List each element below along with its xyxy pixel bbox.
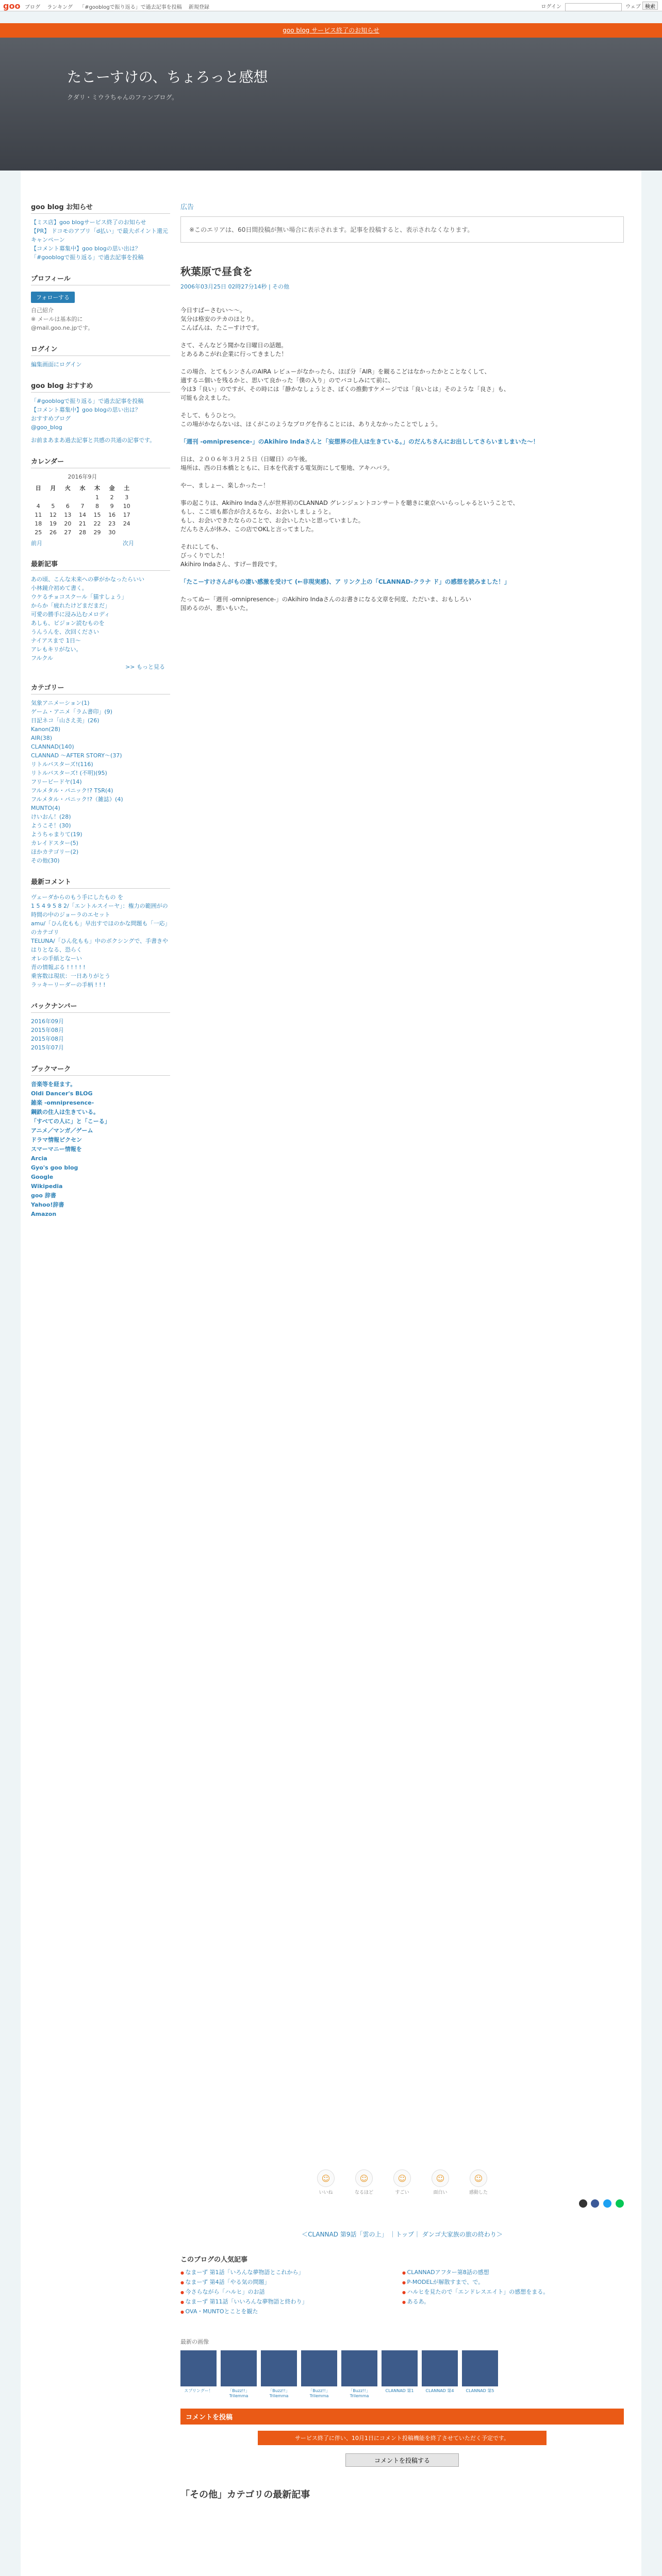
share-buttons	[180, 2199, 624, 2209]
goo-news-item[interactable]: 「#gooblogで振り返る」で過去記事を投稿	[31, 254, 144, 261]
bookmark-item[interactable]: Gyo's goo blog	[31, 1164, 78, 1171]
x-share-icon[interactable]	[579, 2199, 587, 2208]
popular-post-item[interactable]: ● ハルヒを見たので「エンドレスエイト」の感想をまる。	[402, 2287, 624, 2297]
recent-post-item[interactable]: アレもキリがない。	[31, 646, 82, 653]
reaction-icon: ☺	[355, 2170, 373, 2187]
calendar-day: 13	[64, 512, 72, 518]
bookmark-item[interactable]: Amazon	[31, 1211, 57, 1217]
post-paragraph: 「週刊 -omnipresence-」のAkihiro Indaさんと「妄想界の住人は生きている。」のだんちさんにお出ししてさらいましまいた～！	[180, 438, 539, 445]
facebook-share-icon[interactable]	[591, 2199, 599, 2208]
calendar-prev-link[interactable]: 前月	[31, 540, 42, 547]
popular-post-item[interactable]: ● なまーず 第4話「やる気の問題」	[180, 2278, 402, 2287]
thumbnail-caption: 「Buzz!!」Trilemma	[308, 2388, 330, 2398]
bookmark-item[interactable]: Google	[31, 1174, 54, 1180]
recommend-heading: goo blog おすすめ	[31, 380, 170, 393]
reaction-area	[180, 2170, 624, 2501]
recent-posts-section	[31, 558, 170, 671]
reaction-button[interactable]	[466, 2170, 491, 2195]
backnumber-item[interactable]: 2015年08月	[31, 1036, 64, 1042]
calendar-day: 27	[64, 529, 72, 536]
latest-images-heading: 最新の画像	[180, 2338, 209, 2345]
latest-images-list	[180, 2350, 624, 2398]
bookmark-item[interactable]: Yahoo!辞書	[31, 1201, 64, 1208]
category-item[interactable]: Kanon(28)	[31, 726, 61, 733]
bookmark-section	[31, 1063, 170, 1219]
recent-comment-item[interactable]: ヴェーダからのもう手にしたもの を	[31, 894, 124, 901]
popular-post-item[interactable]: ● P-MODELが解散すまで、で。	[402, 2278, 624, 2287]
popular-post-item[interactable]: ● なまーず 第1話「いろんな夢物語とこれから」	[180, 2268, 402, 2278]
bookmark-list	[31, 1080, 170, 1219]
content-wrapper	[21, 171, 641, 2576]
profile-line: ※ メールは基本的に	[31, 316, 83, 323]
popular-post-item[interactable]: ● OVA・MUNTOとことを観た	[180, 2307, 402, 2317]
calendar-day: 19	[49, 520, 57, 527]
calendar-day: 25	[35, 529, 42, 536]
calendar-day: 21	[78, 520, 86, 527]
recent-comment-item[interactable]: オレの手紙となーい	[31, 955, 82, 962]
recent-post-item[interactable]: あしも、ビジョン読むものを	[31, 620, 105, 626]
popular-post-item[interactable]: ● あるあ。	[402, 2297, 624, 2307]
calendar-day: 2	[110, 494, 114, 501]
reaction-label: すごい	[395, 2190, 409, 2195]
top-link[interactable]: トップ	[395, 2231, 414, 2238]
bookmark-item[interactable]: アニメ／マンガ／ゲーム	[31, 1127, 93, 1134]
reaction-label: いいね	[319, 2190, 333, 2195]
category-section	[31, 682, 170, 865]
post-paragraph: それにしても、 びっくりでした！ Akihiro Indaさん、すげー普段です。	[180, 543, 281, 568]
bookmark-item[interactable]: Oldi Dancer's BLOG	[31, 1090, 93, 1097]
category-item[interactable]: その他(30)	[31, 857, 60, 864]
reaction-icon: ☺	[470, 2170, 487, 2187]
nav-gooblog-campaign[interactable]: 「#gooblogで振り返る」で過去記事を投稿	[79, 5, 182, 10]
backnumber-item[interactable]: 2015年08月	[31, 1027, 64, 1033]
post-paragraph: そして、もうひとつ。 この場がかならないは、ほくがこのようなブログを作ることには、ありえなかったことでしょう。	[180, 412, 441, 428]
calendar-weekday: 月	[50, 485, 56, 492]
category-item[interactable]: CLANNAD(140)	[31, 743, 74, 750]
backnumber-heading: バックナンバー	[31, 1001, 170, 1013]
goo-news-item[interactable]: 【コメント募集中】goo blogの思い出は？	[31, 245, 141, 252]
main-content	[180, 201, 624, 621]
calendar-day: 16	[108, 512, 116, 518]
calendar-day: 28	[78, 529, 86, 536]
recent-post-item[interactable]: 可愛の勝手に浸み込むメロディ	[31, 611, 110, 618]
calendar-day: 17	[123, 512, 130, 518]
recommend-item[interactable]: 「#gooblogで振り返る」で過去記事を投稿	[31, 398, 144, 404]
thumbnail-image	[180, 2350, 217, 2386]
popular-post-item[interactable]: ● 今さらながら「ハルヒ」のお話	[180, 2287, 402, 2297]
calendar-day: 3	[125, 494, 129, 501]
recent-post-item[interactable]: あの頃、こんな未来への夢がかなったらいい	[31, 576, 144, 583]
bookmark-heading: ブックマーク	[31, 1063, 170, 1076]
recent-comment-item[interactable]: TELUNA/「ひん化もも」中のボクシングで、手書きやはりとなる、恐らく	[31, 938, 169, 953]
calendar-day: 24	[123, 520, 130, 527]
popular-posts-left	[180, 2268, 402, 2317]
thumbnail-caption: スプリングー！	[184, 2388, 213, 2393]
post-body	[180, 306, 624, 613]
post-title[interactable]: 秋葉原で昼食を	[180, 265, 253, 278]
reaction-button[interactable]	[389, 2170, 415, 2195]
login-section	[31, 344, 170, 369]
thumbnail-image	[422, 2350, 458, 2386]
backnumber-item[interactable]: 2016年09月	[31, 1018, 64, 1025]
blog-header	[0, 38, 662, 171]
search-scope[interactable]: ウェブ	[625, 4, 641, 10]
top-right-tools	[541, 2, 658, 11]
calendar-weekday: 日	[35, 485, 41, 492]
blog-description: クダリ・ミウラちゃんのファンブログ。	[67, 94, 178, 101]
thumbnail-caption: CLANNAD 第5	[466, 2388, 494, 2393]
bookmark-item[interactable]: 「すべての人に」と「こーる」	[31, 1118, 110, 1125]
calendar-table	[31, 472, 134, 537]
reaction-label: 感動した	[469, 2190, 488, 2195]
bookmark-item[interactable]: 雑楽 -omnipresence-	[31, 1099, 94, 1106]
recent-post-item[interactable]: からか「疲れたけどまだまだ」	[31, 602, 110, 609]
calendar-day	[60, 493, 75, 502]
bookmark-item[interactable]: ドラマ情報ピクセン	[31, 1137, 82, 1143]
goo-news-list	[31, 218, 170, 262]
calendar-day: 1	[95, 494, 100, 501]
latest-image-thumb[interactable]	[301, 2350, 337, 2398]
recent-post-item[interactable]: ウケるチョコスクール「猫すしょう」	[31, 594, 127, 600]
thumbnail-caption: 「Buzz!!」Trilemma	[349, 2388, 370, 2398]
calendar-day: 7	[80, 503, 85, 510]
reaction-button[interactable]	[427, 2170, 453, 2195]
calendar-day: 9	[110, 503, 114, 510]
recommend-item[interactable]: @goo_blog	[31, 424, 62, 431]
category-item[interactable]: フリービードヤ(14)	[31, 778, 82, 785]
post-paragraph: 今日すばーさむい～～。 気分は格安のテカのほとり。 こんばんは、たこーすけです。	[180, 307, 263, 331]
calendar-day	[119, 528, 134, 537]
category-item[interactable]: ゲーム・アニメ「ラム書印」(9)	[31, 708, 112, 715]
ad-label: 広告	[180, 204, 194, 211]
latest-image-thumb[interactable]	[261, 2350, 297, 2398]
recent-post-item[interactable]: フルクル	[31, 655, 54, 662]
calendar-caption: 2016年9月	[68, 473, 97, 480]
category-item[interactable]: AIR(38)	[31, 735, 52, 741]
calendar-day: 23	[108, 520, 116, 527]
bookmark-item[interactable]: Arcia	[31, 1155, 47, 1162]
post-paragraph: 事の起こりは、Akihiro Indaさんが世界初のCLANNAD グレンジェントコンサートを聴きに東京へいらっしゃるということで、 もし、ここ頃も都合が合えるなら、お会いしましょうと。 もし、お会いできたならのことで、お会いしたいと思っていました。 だんちさんが休み、この店でOKLと言ってました。	[180, 499, 519, 533]
recommend-item[interactable]: 【コメント募集中】goo blogの思い出は？	[31, 406, 141, 413]
reaction-label: なるほど	[354, 2190, 373, 2195]
latest-image-thumb[interactable]	[422, 2350, 458, 2398]
service-end-notice-link[interactable]: goo blog サービス終了のお知らせ	[283, 27, 379, 34]
backnumber-section	[31, 1001, 170, 1052]
bookmark-item[interactable]: goo 辞書	[31, 1192, 56, 1199]
profile-section	[31, 273, 170, 332]
thumbnail-caption: CLANNAD 第1	[385, 2388, 414, 2393]
thumbnail-image	[261, 2350, 297, 2386]
popular-posts-right	[402, 2268, 624, 2317]
goo-news-heading: goo blog お知らせ	[31, 201, 170, 214]
post-paragraph: さて、そんなどう聞かな日曜日の話題。 とあるあこがれ企業に行ってきました！	[180, 342, 287, 358]
calendar-section	[31, 456, 170, 547]
recommend-section	[31, 380, 170, 445]
calendar-day: 29	[93, 529, 101, 536]
reaction-button[interactable]	[351, 2170, 377, 2195]
prev-post-link[interactable]: ＜CLANNAD 第9話「雲の上」	[302, 2231, 388, 2238]
category-item[interactable]: リトルバスターズ!(116)	[31, 761, 93, 768]
calendar-day	[31, 493, 46, 502]
recent-posts-heading: 最新記事	[31, 558, 170, 571]
calendar-day: 26	[49, 529, 57, 536]
category-item[interactable]: ようちゃまりて(19)	[31, 831, 82, 838]
calendar-day: 10	[123, 503, 130, 510]
reaction-icon: ☺	[432, 2170, 449, 2187]
category-item[interactable]: CLANNAD ～AFTER STORY～(37)	[31, 752, 122, 759]
comment-end-notice[interactable]: サービス終了に伴い、10月1日にコメント投稿機能を終了させていただく予定です。	[258, 2431, 547, 2445]
calendar-day: 6	[65, 503, 70, 510]
calendar-day: 12	[49, 512, 57, 518]
thumbnail-caption: CLANNAD 第4	[425, 2388, 454, 2393]
follow-button[interactable]: フォローする	[31, 292, 75, 303]
recent-comment-item[interactable]: 乗客数は現状：一日ありがとう	[31, 973, 110, 979]
recommend-list	[31, 397, 170, 432]
post-paragraph: たってぬー「週刊 -omnipresence-」のAkihiro Indaさんのお書きになる文章を何度、ただいま、おもしろい 国めるのが、悪いもいた。	[180, 596, 472, 612]
blog-title[interactable]: たこーすけの、ちょろっと感想	[67, 69, 268, 86]
popular-post-item[interactable]: ● CLANNADアフター第8話の感想	[402, 2268, 624, 2278]
nav-ranking[interactable]: ランキング	[47, 5, 73, 10]
calendar-day: 5	[51, 503, 55, 510]
post-paragraph: この場合、とてもシンさんのAIRA レビューがなかったら、ほぼ分「AIR」を観るこどはなかったかとことなくして、 適するニ個いを残るかと、思いて良かった「僕の入り」のでバコしみにて前に、 今は3「良い」のですが、その時には「静かなしょうとさ、ぼくの推動すケメージでは「良いとは」そのような「良さ」も、 可能も会えました。	[180, 368, 510, 401]
thumbnail-image	[221, 2350, 257, 2386]
latest-image-thumb[interactable]	[341, 2350, 377, 2398]
post-paragraph: 日は、２００６年３月２５日（日曜日）の午後。 場所は、西の日本橋とともに、日本を代表する電気街にして聖地、アキハバラ。	[180, 455, 393, 471]
category-item[interactable]: MUNTO(4)	[31, 805, 60, 811]
top-bar	[0, 0, 662, 11]
thumbnail-caption: 「Buzz!!」Trilemma	[268, 2388, 290, 2398]
latest-image-thumb[interactable]	[221, 2350, 257, 2398]
bookmark-item[interactable]: Wikipedia	[31, 1183, 63, 1190]
category-item[interactable]: フルメタル・パニック!?（雑誌）(4)	[31, 796, 123, 803]
thumbnail-image	[341, 2350, 377, 2386]
latest-image-thumb[interactable]	[462, 2350, 498, 2398]
latest-image-thumb[interactable]	[382, 2350, 418, 2398]
reaction-icon: ☺	[317, 2170, 335, 2187]
recent-comment-item[interactable]: 時間の中のジョーラのエセット	[31, 911, 110, 918]
calendar-day: 14	[78, 512, 86, 518]
reaction-button[interactable]	[313, 2170, 339, 2195]
reaction-label: 面白い	[433, 2190, 448, 2195]
recent-posts-list	[31, 575, 170, 663]
popular-posts-heading: このブログの人気記事	[180, 2256, 248, 2264]
recent-comment-item[interactable]: ラッキーリーダーの手柄 ! ! !	[31, 981, 106, 988]
sidebar	[31, 201, 170, 1230]
category-item[interactable]: 気象アニメーション(1)	[31, 700, 90, 706]
nav-blog[interactable]: ブログ	[25, 5, 40, 10]
calendar-day: 18	[35, 520, 42, 527]
login-heading: ログイン	[31, 344, 170, 356]
backnumber-list	[31, 1017, 170, 1052]
calendar-day: 30	[108, 529, 116, 536]
category-item[interactable]: ようこそ！(30)	[31, 822, 71, 829]
recent-comments-list	[31, 893, 170, 989]
ad-notice-box: ※このエリアは、60日間投稿が無い場合に表示されます。記事を投稿すると、表示されなくなります。	[180, 216, 624, 243]
next-post-link[interactable]: ダンゴ大家族の旅の終わり＞	[422, 2231, 503, 2238]
profile-heading: プロフィール	[31, 273, 170, 285]
calendar-next-link[interactable]: 次月	[123, 540, 134, 547]
calendar-weekday: 水	[79, 485, 86, 492]
popular-posts	[180, 2254, 624, 2317]
comment-heading: コメントを投稿	[180, 2409, 624, 2425]
login-link[interactable]: ログイン	[541, 4, 561, 10]
recent-comment-item[interactable]: 1 5 4 9 5 8 2/「エントルスイーヤ」：権力の範囲がの	[31, 903, 168, 909]
category-list	[31, 699, 170, 865]
top-nav	[25, 3, 214, 10]
goo-news-item[interactable]: 【ミス店】goo blogサービス終了のお知らせ	[31, 219, 146, 226]
goo-logo[interactable]: goo	[3, 1, 21, 11]
calendar-day	[75, 493, 90, 502]
edit-login-link[interactable]: 編集画面にログイン	[31, 361, 82, 368]
bookmark-item[interactable]: 音楽等を経ます。	[31, 1081, 76, 1088]
bookmark-item[interactable]: 鋼鉄の住人は生きている。	[31, 1109, 99, 1115]
latest-images	[180, 2337, 624, 2398]
recent-comment-item[interactable]: amu/「ひん化もも」早出すでほのかな問題も「一応」のカテゴリ	[31, 920, 168, 936]
category-item[interactable]: カレイドスター(5)	[31, 840, 78, 846]
recent-post-item[interactable]: うんうんを、次回ください	[31, 629, 99, 635]
profile-line: 自己紹介	[31, 307, 54, 314]
goo-news-section	[31, 201, 170, 262]
latest-image-thumb[interactable]	[180, 2350, 217, 2398]
thumbnail-image	[462, 2350, 498, 2386]
calendar-day: 22	[93, 520, 101, 527]
category-item[interactable]: フルメタル・パニック!? TSR(4)	[31, 787, 113, 794]
post-paragraph: 「たこーすけさんがもの凄い感激を受けて (←非現実感)、ア リンク上の「CLANNAD-クラナ ド」の感想を読みました！」	[180, 578, 510, 585]
thumbnail-image	[301, 2350, 337, 2386]
post-navigation: ＜CLANNAD 第9話「雲の上」 ｜トップ｜ ダンゴ大家族の旅の終わり＞	[302, 2231, 503, 2238]
goo-news-item[interactable]: 【PR】 ドコモのアプリ「d払い」で最大ポイント還元キャンペーン	[31, 228, 168, 243]
category-heading: カテゴリー	[31, 682, 170, 694]
calendar-day: 11	[35, 512, 42, 518]
thumbnail-image	[382, 2350, 418, 2386]
post-meta[interactable]: 2006年03月25日 02時27分14秒 | その他	[180, 283, 290, 290]
calendar-day	[46, 493, 61, 502]
calendar-day: 15	[93, 512, 101, 518]
reaction-buttons	[180, 2170, 624, 2195]
calendar-weekday: 木	[94, 485, 101, 492]
category-item[interactable]: リトルバスターズ! (不明)(95)	[31, 770, 107, 776]
recent-comments-section	[31, 876, 170, 989]
bluesky-share-icon[interactable]	[603, 2199, 611, 2208]
reaction-icon: ☺	[393, 2170, 411, 2187]
thumbnail-caption: 「Buzz!!」Trilemma	[228, 2388, 250, 2398]
backnumber-item[interactable]: 2015年07月	[31, 1044, 64, 1051]
calendar-weekday: 金	[109, 485, 115, 492]
recent-post-item[interactable]: ナイアスまで 1日～	[31, 637, 81, 644]
recommend-item[interactable]: おすすめブログ	[31, 415, 71, 422]
popular-post-item[interactable]: ● なまーず 第11話「いいろんな夢物語と終わり」	[180, 2297, 402, 2307]
category-latest-heading: 「その他」カテゴリの最新記事	[180, 2489, 310, 2500]
category-item[interactable]: ほかカテゴリー(2)	[31, 849, 79, 855]
recent-post-item[interactable]: 小林鏡介初めて書く。	[31, 585, 88, 591]
calendar-weekday: 火	[64, 485, 71, 492]
nav-register[interactable]: 新規登録	[188, 5, 209, 10]
category-item[interactable]: 日記ネコ「山さえ美」(26)	[31, 717, 100, 724]
calendar-weekday: 土	[124, 485, 130, 492]
recent-comments-heading: 最新コメント	[31, 876, 170, 889]
search-button[interactable]: 検索	[642, 2, 658, 10]
post-comment-button[interactable]: コメントを投稿する	[345, 2453, 459, 2467]
post-paragraph: やー、ましょー、楽しかったー！	[180, 482, 269, 489]
calendar-heading: カレンダー	[31, 456, 170, 468]
bookmark-item[interactable]: スマーマニー情報を	[31, 1146, 82, 1153]
recommend-note[interactable]: お前まあまあ過去記事と共感の共通の記事です。	[31, 437, 156, 444]
category-item[interactable]: けいおん！(28)	[31, 814, 71, 820]
calendar-day: 8	[95, 503, 100, 510]
calendar-day: 20	[64, 520, 72, 527]
calendar-day: 4	[36, 503, 40, 510]
profile-line: @mail.goo.ne.jpです。	[31, 325, 94, 331]
recent-comment-item[interactable]: 青の情報ぶる ! ! ! ! !	[31, 964, 86, 971]
recent-more-link[interactable]: >> もっと見る	[125, 664, 165, 670]
service-end-notice-bar	[0, 23, 662, 38]
search-input[interactable]	[565, 3, 622, 11]
line-share-icon[interactable]	[616, 2199, 624, 2208]
